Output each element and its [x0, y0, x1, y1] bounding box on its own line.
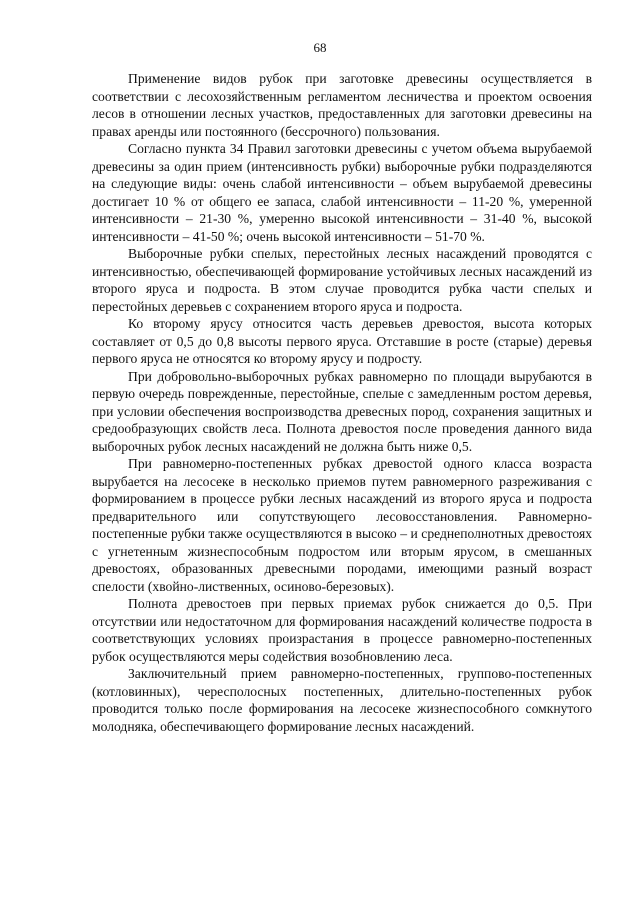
paragraph-3: Выборочные рубки спелых, перестойных лесных насаждений проводятся с интенсивностью, обеспечивающей формирование устойчивых лесных насаждений из второго яруса и подроста. В этом случае проводится рубка части спелых и перестойных деревьев с сохранением второго яруса и подроста.	[92, 246, 592, 314]
paragraph-4: Ко второму ярусу относится часть деревьев древостоя, высота которых составляет от 0,5 до 0,8 высоты первого яруса. Отставшие в росте (старые) деревья первого яруса не относятся ко второму ярусу и подросту.	[92, 316, 592, 366]
page-number: 68	[313, 40, 327, 55]
paragraph-2: Согласно пункта 34 Правил заготовки древесины с учетом объема вырубаемой древесины за один прием (интенсивность рубки) выборочные рубки подразделяются на следующие виды: очень слабой интенсивности – объем вырубаемой древесины достигает 10 % от общего ее запаса, слабой интенсивности – 11-20 %, умеренной интенсивности – 21-30 %, умеренно высокой интенсивности – 31-40 %, высокой интенсивности – 41-50 %; очень высокой интенсивности – 51-70 %.	[92, 141, 592, 244]
paragraph-5: При добровольно-выборочных рубках равномерно по площади вырубаются в первую очередь поврежденные, перестойные, спелые с замедленным ростом деревья, при условии обеспечения воспроизводства древесных пород, сохранения защитных и средообразующих свойств леса. Полнота древостоя после проведения данного вида выборочных рубок лесных насаждений не должна быть ниже 0,5.	[92, 368, 592, 454]
paragraph-8: Заключительный прием равномерно-постепенных, группово-постепенных (котловинных), чересполосных постепенных, длительно-постепенных рубок проводится только после формирования на лесосеке жизнеспособного сомкнутого молодняка, обеспечивающего формирование лесных насаждений.	[92, 666, 592, 734]
paragraph-6: При равномерно-постепенных рубках древостой одного класса возраста вырубается на лесосеке в несколько приемов путем равномерного разреживания с формированием в процессе рубки лесных насаждений из второго яруса и подроста предварительного или сопутствующего лесовосстановления. Равномерно-постепенные рубки также осуществляются в высоко – и среднеполнотных древостоях с угнетенным жизнеспособным подростом или вторым ярусом, в смешанных древостоях, образованных древесными породами, имеющими разный возраст спелости (хвойно-лиственных, осиново-березовых).	[92, 456, 592, 594]
document-body	[92, 70, 592, 735]
paragraph-1: Применение видов рубок при заготовке древесины осуществляется в соответствии с лесохозяйственным регламентом лесничества и проектом освоения лесов в отношении лесных участков, предоставленных для заготовки древесины на правах аренды или постоянного (бессрочного) пользования.	[92, 71, 592, 139]
paragraph-7: Полнота древостоев при первых приемах рубок снижается до 0,5. При отсутствии или недостаточном для формирования насаждений количестве подроста в соответствующих условиях произрастания в процессе равномерно-постепенных рубок осуществляются меры содействия возобновлению леса.	[92, 596, 592, 664]
